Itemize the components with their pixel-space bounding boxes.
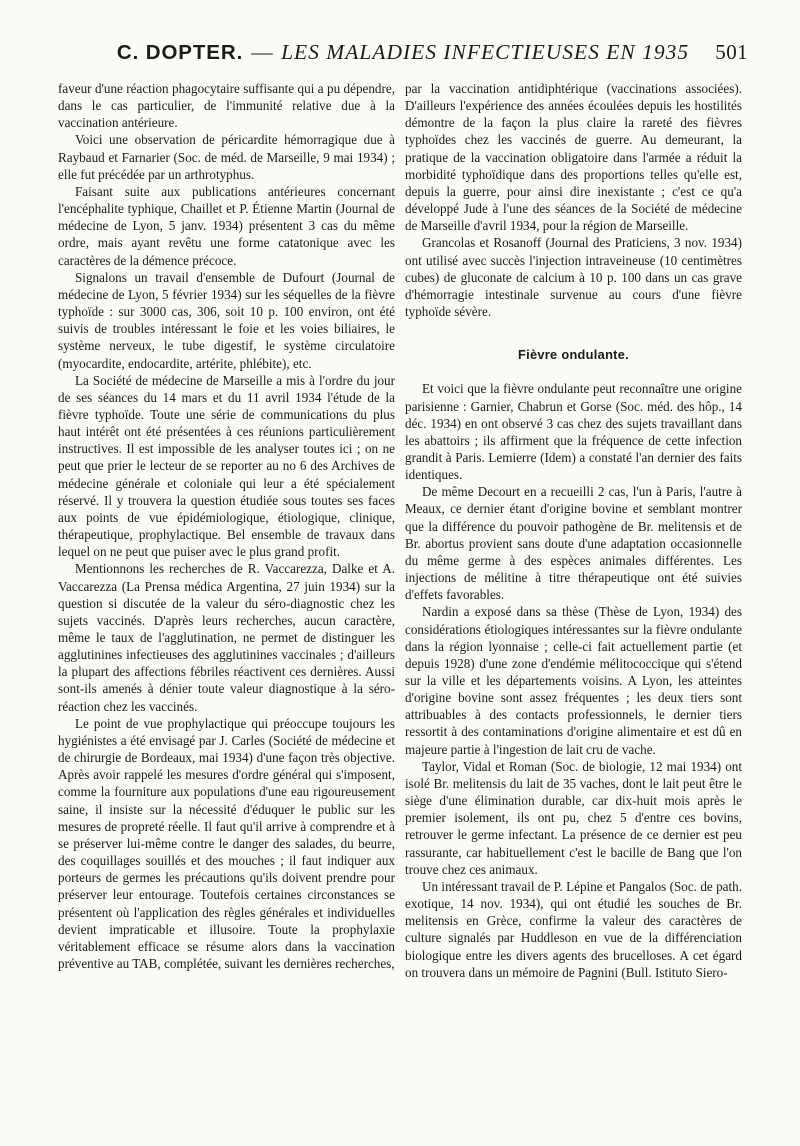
paragraph: Faisant suite aux publications antérieures concernant l'encéphalite typhique, Chaillet et P. Étienne Martin (Journal de médecine de Lyon, 5 janv. 1934) présentent 3 cas du même ordre, mais ayant revêtu une forme catatonique avec les caractères de la démence précoce. (58, 183, 395, 268)
paragraph: Signalons un travail d'ensemble de Dufourt (Journal de médecine de Lyon, 5 février 1934) sur les séquelles de la fièvre typhoïde : sur 3000 cas, 306, soit 10 p. 100 environ, ont été suivis de troubles intéressant le foie et les voies biliaires, le système nerveux, le tube digestif, le système circulatoire (myocardite, endocardite, artérite, phlébite), etc. (58, 269, 395, 371)
paragraph: Un intéressant travail de P. Lépine et Pangalos (Soc. de path. exotique, 14 nov. 1934), qui ont étudié les souches de Br. melitensis en Grèce, confirme la valeur des caractères de culture signalés par Huddleson en vue de la différenciation biologique entre les divers agents des brucelloses. A cet égard on trouvera dans un mémoire de Pagnini (Bull. Istituto Siero- (405, 878, 742, 980)
paragraph: par la vaccination antidiphtérique (vaccinations associées). D'ailleurs l'expérience des années écoulées depuis les hostilités démontre de la façon la plus claire la rareté des fièvres typhoïdes chez les vaccinés de guerre. Au demeurant, la pratique de la vaccination obligatoire dans l'armée a réduit la morbidité typhoïdique dans des proportions telles qu'elle est, depuis la guerre, pour ainsi dire inexistante ; c'est ce qu'a développé Jude à l'une des séances de la Société de médecine de Marseille d'avril 1934, pour la région de Marseille. (405, 81, 742, 234)
paragraph: Et voici que la fièvre ondulante peut reconnaître une origine parisienne : Garnier, Chabrun et Gorse (Soc. méd. des hôp., 14 déc. 1934) en ont observé 3 cas chez des sujets travaillant dans les abattoirs ; ils affirment que la fréquence de cette infection grandit à Paris. Lemierre (Idem) a constaté l'an dernier des faits identiques. (405, 381, 742, 483)
paragraph: De même Decourt en a recueilli 2 cas, l'un à Paris, l'autre à Meaux, ce dernier étant d'origine bovine et semblant montrer que la différence du pouvoir pathogène de Br. melitensis et de Br. abortus provient sans doute d'une adaptation occasionnelle du même germe à des espèces animales différentes. Les injections de mélitine à titre thérapeutique ont été suivies d'effets favorables. (405, 484, 742, 603)
paragraph: La Société de médecine de Marseille a mis à l'ordre du jour de ses séances du 14 mars et du 11 avril 1934 l'étude de la fièvre typhoïde. Toute une série de communications du plus haut intérêt ont été présentées à ces réunions particulièrement instructives. Il est impossible de les analyser toutes ici ; on ne peut que prier le lecteur de se reporter au no 6 des Archives de médecine générale et coloniale qui leur a été spécialement réservé. Il y trouvera la question étudiée sous toutes ses faces aux points de vue épidémiologique, étiologique, clinique, thérapeutique, prophylactique. Bel ensemble de travaux dans lequel on ne peut que puiser avec le plus grand profit. (58, 372, 395, 560)
right-column (405, 80, 742, 981)
left-column (58, 80, 395, 972)
header-title: LES MALADIES INFECTIEUSES EN 1935 (281, 40, 690, 64)
paragraph: Grancolas et Rosanoff (Journal des Praticiens, 3 nov. 1934) ont utilisé avec succès l'injection intraveineuse (10 centimètres cubes) de gluconate de calcium à 10 p. 100 dans un cas grave d'hémorragie intestinale survenue au cours d'une fièvre typhoïde sévère. (405, 235, 742, 320)
section-heading: Fièvre ondulante. (517, 347, 630, 363)
running-header (58, 40, 748, 80)
paragraph: Le point de vue prophylactique qui préoccupe toujours les hygiénistes a été envisagé par J. Carles (Société de médecine et de chirurgie de Bordeaux, mai 1934) d'une façon très objective. Après avoir rappelé les mesures d'ordre général qui s'imposent, comme la fourniture aux populations d'une eau rigoureusement saine, il insiste sur la nécessité d'éduquer le public sur les mesures de propreté réelle. Il faut qu'il arrive à comprendre et à se préserver lui-même contre le danger des salades, du beurre, des coquillages souillés et des mouches ; il faut indiquer aux porteurs de germes les précautions qu'ils doivent prendre pour préserver leur entourage. Toutefois certaines circonstances se présentent où l'application des règles générales et individuelles devient impraticable et illusoire. Toute la prophylaxie véritablement efficace se résume alors dans la vaccination préventive au TAB, complétée, suivant les dernières recherches, (58, 715, 395, 971)
paragraph: Nardin a exposé dans sa thèse (Thèse de Lyon, 1934) des considérations étiologiques intéressantes sur la fièvre ondulante dans la région lyonnaise ; celle-ci fait actuellement partie (et depuis 1928) d'une zone d'endémie mélitococcique qui s'étend sur la ville et les départements voisins. A Lyon, les atteintes d'origine bovine sont assez fréquentes ; les deux tiers sont attribuables à des contacts professionnels, le dernier tiers ressortit à des contaminations d'origine alimentaire et est dû en majeure partie à l'ingestion de lait cru de vache. (405, 604, 742, 757)
page-number: 501 (715, 40, 748, 64)
paragraph: Voici une observation de péricardite hémorragique due à Raybaud et Farnarier (Soc. de méd. de Marseille, 9 mai 1934) ; elle fut précédée par un arthrotyphus. (58, 132, 395, 182)
header-author: C. DOPTER. (116, 41, 244, 64)
paragraph: Mentionnons les recherches de R. Vaccarezza, Dalke et A. Vaccarezza (La Prensa médica Argentina, 27 juin 1934) sur la question si discutée de la valeur du séro-diagnostic chez les sujets vaccinés. D'après leurs recherches, aucun caractère, même le taux de l'agglutination, ne permet de distinguer les agglutinines infectieuses des agglutinines vaccinales ; d'ailleurs la plupart des affections fébriles réactivent ces dernières. Aussi sont-ils amenés à dénier toute valeur diagnostique à la séro-réaction chez les vaccinés. (58, 561, 395, 714)
paragraph: faveur d'une réaction phagocytaire suffisante qui a pu dépendre, dans le cas particulier, de l'immunité relative due à la vaccination antérieure. (58, 81, 395, 131)
header-separator: — (251, 40, 274, 64)
paragraph: Taylor, Vidal et Roman (Soc. de biologie, 12 mai 1934) ont isolé Br. melitensis du lait de 35 vaches, dont le lait peut être le siège d'une élimination durable, car dix-huit mois après le premier isolement, ils ont pu, chez 5 d'entre ces bovins, retrouver le germe infectant. La présence de ce dernier est peu rassurante, car habituellement c'est le bacille de Bang que l'on trouve chez ces animaux. (405, 758, 742, 877)
